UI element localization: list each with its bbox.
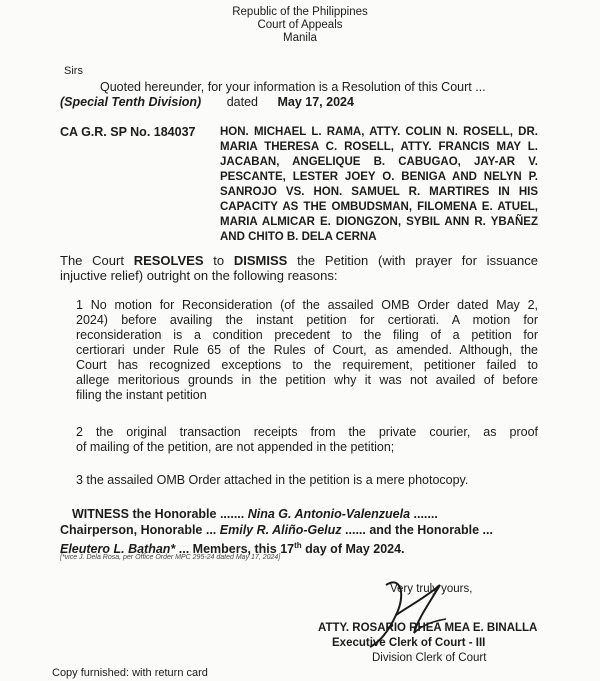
resolves-word: RESOLVES [133,253,204,268]
member-2-name: Eleutero L. Bathan* [60,542,176,557]
closing: Very truly yours, [390,583,473,595]
resolution-date: May 17, 2024 [277,95,354,109]
header-republic: Republic of the Philippines [232,6,368,18]
reason-3: 3 the assailed OMB Order attached in the petition is a mere photocopy. [76,473,469,487]
dismiss-word: DISMISS [233,253,288,268]
chairperson-name: Nina G. Antonio-Valenzuela [247,507,411,521]
header-court: Court of Appeals [257,19,343,31]
member-1-name: Emily R. Aliño-Geluz [219,523,342,537]
reason-line: 1 No motion for Reconsideration (of the assailed OMB Order dated May 2, [76,298,538,312]
case-title-line: AND CHITO B. DELA CERNA [220,231,377,243]
reason-line: certiorari under Rule 65 of the Rules of Court, as amended. Although, the [76,343,538,357]
case-title-line: MARIA ALMICAR E. DIONGZON, SYBIL ANN R. YBAÑEZ [220,216,538,228]
reason-line: Court has recognized exceptions to the requirement, petitioner failed to [76,358,538,372]
reason-line: 2024) before availing the instant petition for certiorati. A motion for [76,313,538,327]
witness-line-1: WITNESS the Honorable ....... Nina G. Antonio-Valenzuela ....... [72,507,438,521]
witness-line-3: Eleutero L. Bathan* ... Members, this 17th day of May 2024. [60,541,405,557]
signatory-subtitle: Division Clerk of Court [372,652,487,664]
intro-line: Quoted hereunder, for your information is a Resolution of this Court ... [100,80,486,94]
case-title-line: PESCANTE, LESTER JOEY O. BENIGA AND NELYN P. [220,171,538,183]
case-number: CA G.R. SP No. 184037 [60,125,196,139]
resolves-line: The Court RESOLVES to DISMISS the Petition (with prayer for issuance [60,253,538,268]
case-title-line: SANROJO VS. HON. SAMUEL R. MARTIRES IN HIS [220,186,538,198]
dated-label: dated [226,95,258,109]
case-title-line: CAPACITY AS THE OMBUDSMAN, FILOMENA E. ATUEL, [220,201,538,213]
reason-line: filing the instant petition [76,388,207,402]
reason-line: allege meritorious grounds in the petition why it was not availed of before [76,373,538,387]
intro-division-line [60,95,354,110]
case-title-line: MARIA THERESA C. ROSELL, ATTY. FRANCIS MAY L. [220,141,538,153]
case-title-line: HON. MICHAEL L. RAMA, ATTY. COLIN N. ROSELL, DR. [220,126,538,138]
salutation: Sirs [64,65,83,77]
footnote: [*vice J. Dela Rosa, per Office Order MPC 295-24 dated May 17, 2024] [60,554,281,561]
header-city: Manila [283,32,317,44]
signatory-name: ATTY. ROSARIO RHEA MEA E. BINALLA [318,622,538,634]
signatory-title: Executive Clerk of Court - III [332,637,486,649]
reason-line: 2 the original transaction receipts from the private courier, as proof [76,425,538,439]
reason-line: reconsideration is a condition precedent to the filing of a petition for [76,328,538,342]
witness-line-2: Chairperson, Honorable ... Emily R. Aliño-Geluz ...... and the Honorable ... [60,523,493,537]
division: (Special Tenth Division) [60,95,202,109]
resolves-line-2: injuctive relief) outright on the following reasons: [60,268,338,283]
copy-furnished: Copy furnished: with return card [52,667,208,679]
case-title-line: JACABAN, ANGELIQUE B. CABUGAO, JAY-AR V. [220,156,538,168]
reason-line: of mailing of the petition, are not appended in the petition; [76,440,395,454]
witness-word: WITNESS [72,507,129,521]
